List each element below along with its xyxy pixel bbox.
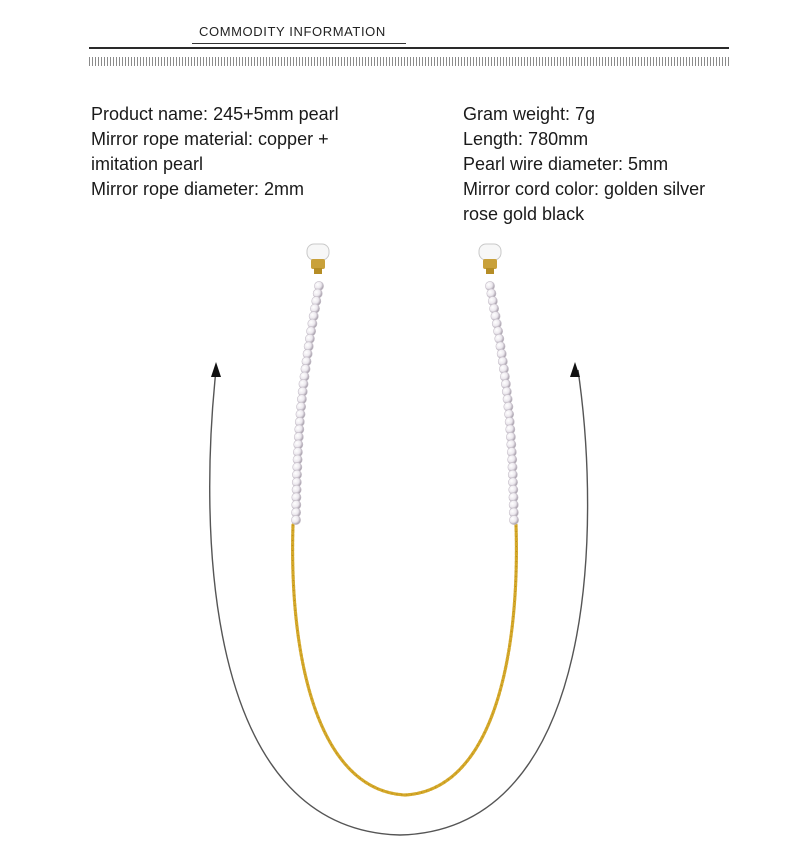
pearl-strand-left <box>291 281 323 524</box>
ear-loop-left-icon <box>307 244 329 274</box>
gold-chain <box>293 525 517 795</box>
arrow-right-icon <box>570 362 580 377</box>
spec-line: Pearl wire diameter: 5mm <box>463 154 669 174</box>
spec-line: Mirror rope diameter: 2mm <box>91 179 305 199</box>
spec-line: Product name: 245+5mm pearl <box>91 104 339 124</box>
section-title: COMMODITY INFORMATION <box>199 24 386 39</box>
arrow-left-icon <box>211 362 221 377</box>
spec-line: rose gold black <box>463 204 585 224</box>
pearl-bead <box>291 515 300 524</box>
spec-line: Length: 780mm <box>463 129 589 149</box>
spec-line: imitation pearl <box>91 154 204 174</box>
spec-line: Mirror cord color: golden silver <box>463 179 706 199</box>
spec-line: Gram weight: 7g <box>463 104 596 124</box>
spec-line: Mirror rope material: copper + <box>91 129 329 149</box>
pearl-bead <box>509 515 518 524</box>
ear-loop-right-icon <box>479 244 501 274</box>
pearl-strand-right <box>485 281 518 524</box>
length-arc <box>210 370 588 835</box>
